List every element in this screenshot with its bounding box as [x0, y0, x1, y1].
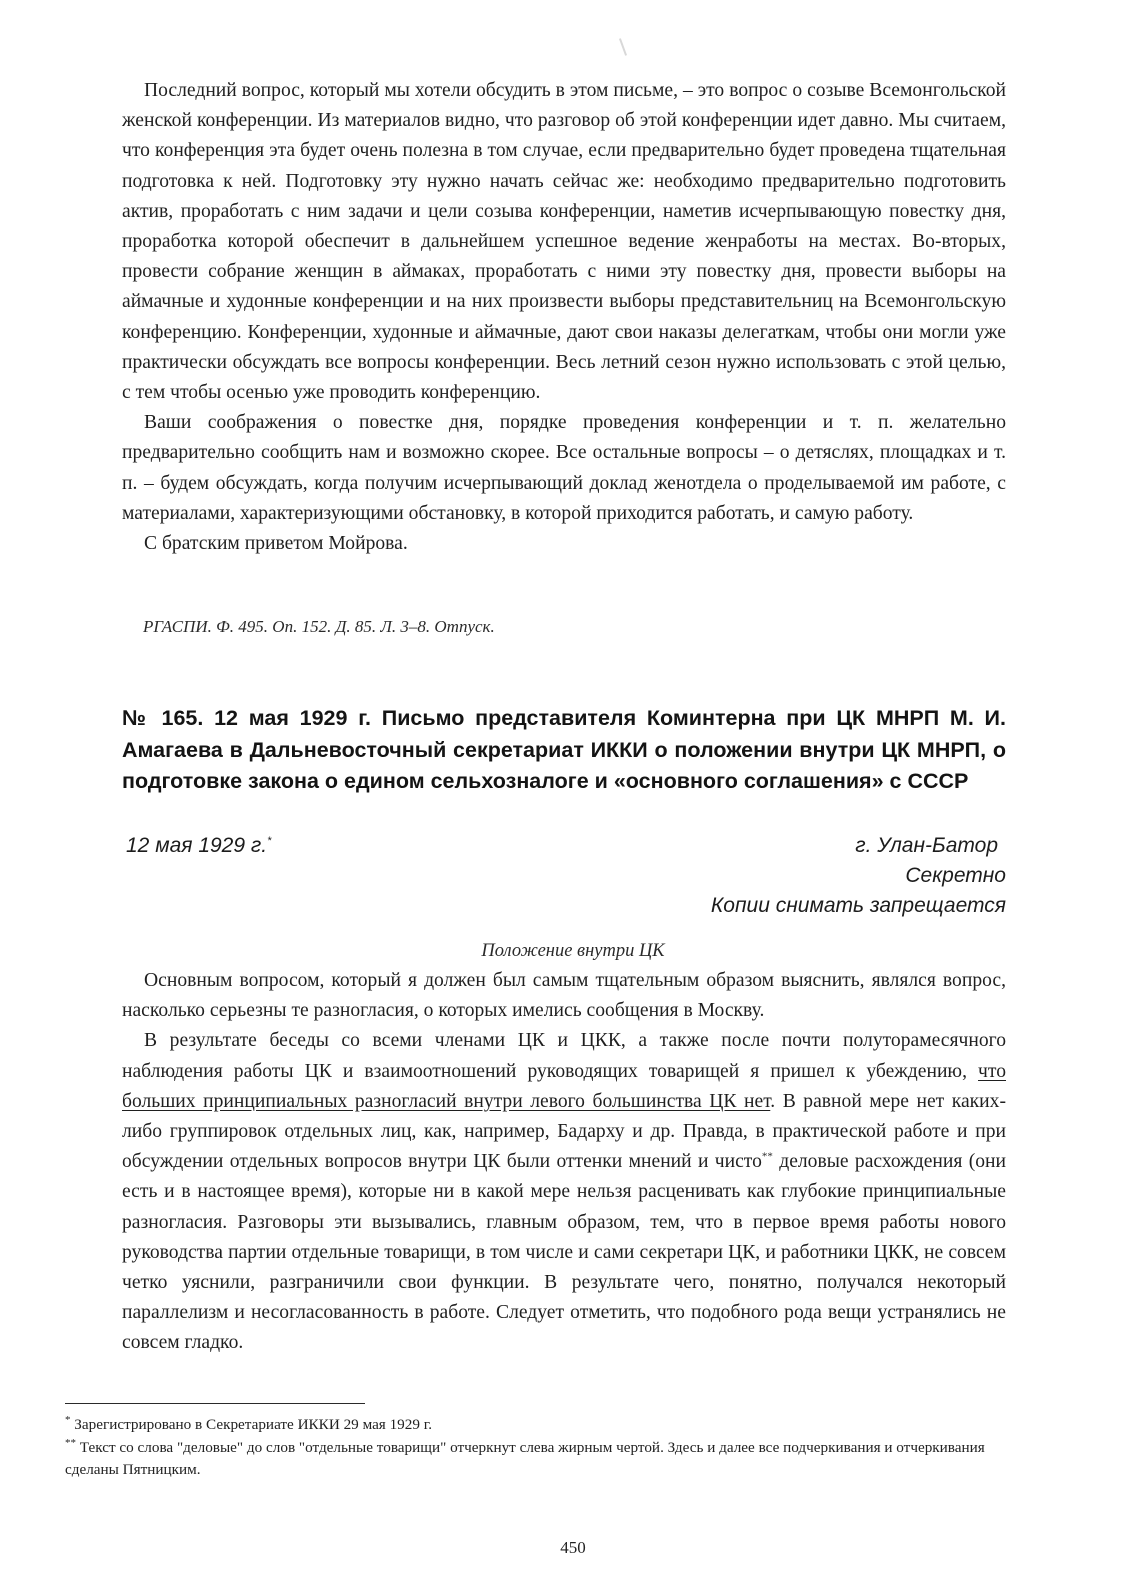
footnote-2 — [65, 1437, 1007, 1482]
paragraph-main-question: Основным вопросом, который я должен был самым тщательным образом выяснить, являлся вопрос, насколько серьезны те разногласия, о которых имелись сообщения в Москву. — [122, 970, 1006, 1022]
scan-artifact — [619, 38, 627, 56]
footnote-2-text: Текст со слова "деловые" до слов "отдельные товарищи" отчеркнут слева жирным чертой. Здесь и далее все подчеркивания и отчеркивания сделаны Пятницким. — [65, 1438, 985, 1478]
document-place: г. Улан-Батор — [855, 834, 998, 857]
copy-restriction: Копии снимать запрещается — [710, 894, 1006, 917]
letter-body — [122, 966, 1006, 1359]
document-date — [126, 834, 271, 858]
document-date-text: 12 мая 1929 г. — [126, 834, 268, 857]
findings-text-c: деловые расхождения (они есть и в настоящее время), которые ни в какой мере нельзя расценивать как глубокие принципиальные разногласия. Разговоры эти вызывались, главным образом, тем, что в первое время работы нового руководства партии отдельные товарищи, в том числе и сами секретари ЦК, и работники ЦКК, не совсем четко уяснили, разграничили свои функции. В результате чего, понятно, получался некоторый параллелизм и несогласованность в работе. Следует отметить, что подобного рода вещи устранялись не совсем гладко. — [122, 1151, 1006, 1354]
paragraph-proposals: Ваши соображения о повестке дня, порядке проведения конференции и т. п. желательно предварительно сообщить нам и возможно скорее. Все остальные вопросы – о детяслях, площадках и т. п. – будем обсуждать, когда получим исчерпывающий доклад женотдела о проделываемой им работе, с материалами, характеризующими обстановку, в которой приходится работать, и самую работу. — [122, 412, 1006, 524]
underlined-conclusion: что больших принципиальных разногласий внутри левого большинства ЦК нет — [122, 1060, 1006, 1112]
archive-source: РГАСПИ. Ф. 495. Оп. 152. Д. 85. Л. 3–8. Отпуск. — [143, 617, 495, 636]
paragraph-conference: Последний вопрос, который мы хотели обсудить в этом письме, – это вопрос о созыве Всемонгольской женской конференции. Из материалов видно, что разговор об этой конференции идет давно. Мы считаем, что конференция эта будет очень полезна в том случае, если предварительно будет проведена тщательная подготовка к ней. Подготовку эту нужно начать сейчас же: необходимо предварительно подготовить актив, проработать с ним задачи и цели созыва конференции, наметив исчерпывающую повестку дня, проработка которой обеспечит в дальнейшем успешное ведение женработы на местах. Во-вторых, провести собрание женщин в аймаках, проработать с ними эту повестку дня, провести выборы на аймачные и худонные конференции и на них произвести выборы представительниц на Всемонгольскую конференцию. Конференции, худонные и аймачные, дают свои наказы делегаткам, чтобы они могли уже практически обсуждать все вопросы конференции. Весь летний сезон нужно использовать с этой целью, с тем чтобы осенью уже проводить конференцию. — [122, 80, 1006, 404]
document-heading: № 165. 12 мая 1929 г. Письмо представителя Коминтерна при ЦК МНРП М. И. Амагаева в Дальневосточный секретариат ИККИ о положении внутри ЦК МНРП, о подготовке закона о едином сельхозналоге и «основного соглашения» с СССР — [122, 706, 1006, 793]
letter-ending — [122, 76, 1006, 559]
page-number: 450 — [560, 1538, 586, 1557]
date-footnote-mark: * — [267, 835, 272, 847]
text-footnote-mark: ** — [761, 1150, 773, 1163]
footnote-1-text: Зарегистрировано в Секретариате ИККИ 29 мая 1929 г. — [74, 1416, 433, 1433]
footnote-1-mark: * — [65, 1413, 71, 1426]
footnote-divider — [65, 1403, 365, 1404]
paragraph-findings — [122, 1026, 1006, 1358]
findings-text-a: В результате беседы со всеми членами ЦК и ЦКК, а также после почти полуторамесячного наблюдения работы ЦК и взаимоотношений руководящих товарищей я пришел к убеждению, — [122, 1030, 1006, 1082]
section-title: Положение внутри ЦК — [481, 941, 665, 961]
secrecy-label: Секретно — [905, 864, 1006, 887]
closing-signature: С братским приветом Мойрова. — [144, 533, 408, 555]
footnote-1 — [65, 1414, 1007, 1437]
findings-text-b: . В равной мере нет каких-либо группировок отдельных лиц, как, например, Бадарху и др. Правда, в практической работе и при обсуждении отдельных вопросов внутри ЦК были оттенки мнений и чисто — [122, 1090, 1006, 1173]
footnotes — [65, 1414, 1007, 1482]
footnote-2-mark: ** — [65, 1436, 76, 1449]
